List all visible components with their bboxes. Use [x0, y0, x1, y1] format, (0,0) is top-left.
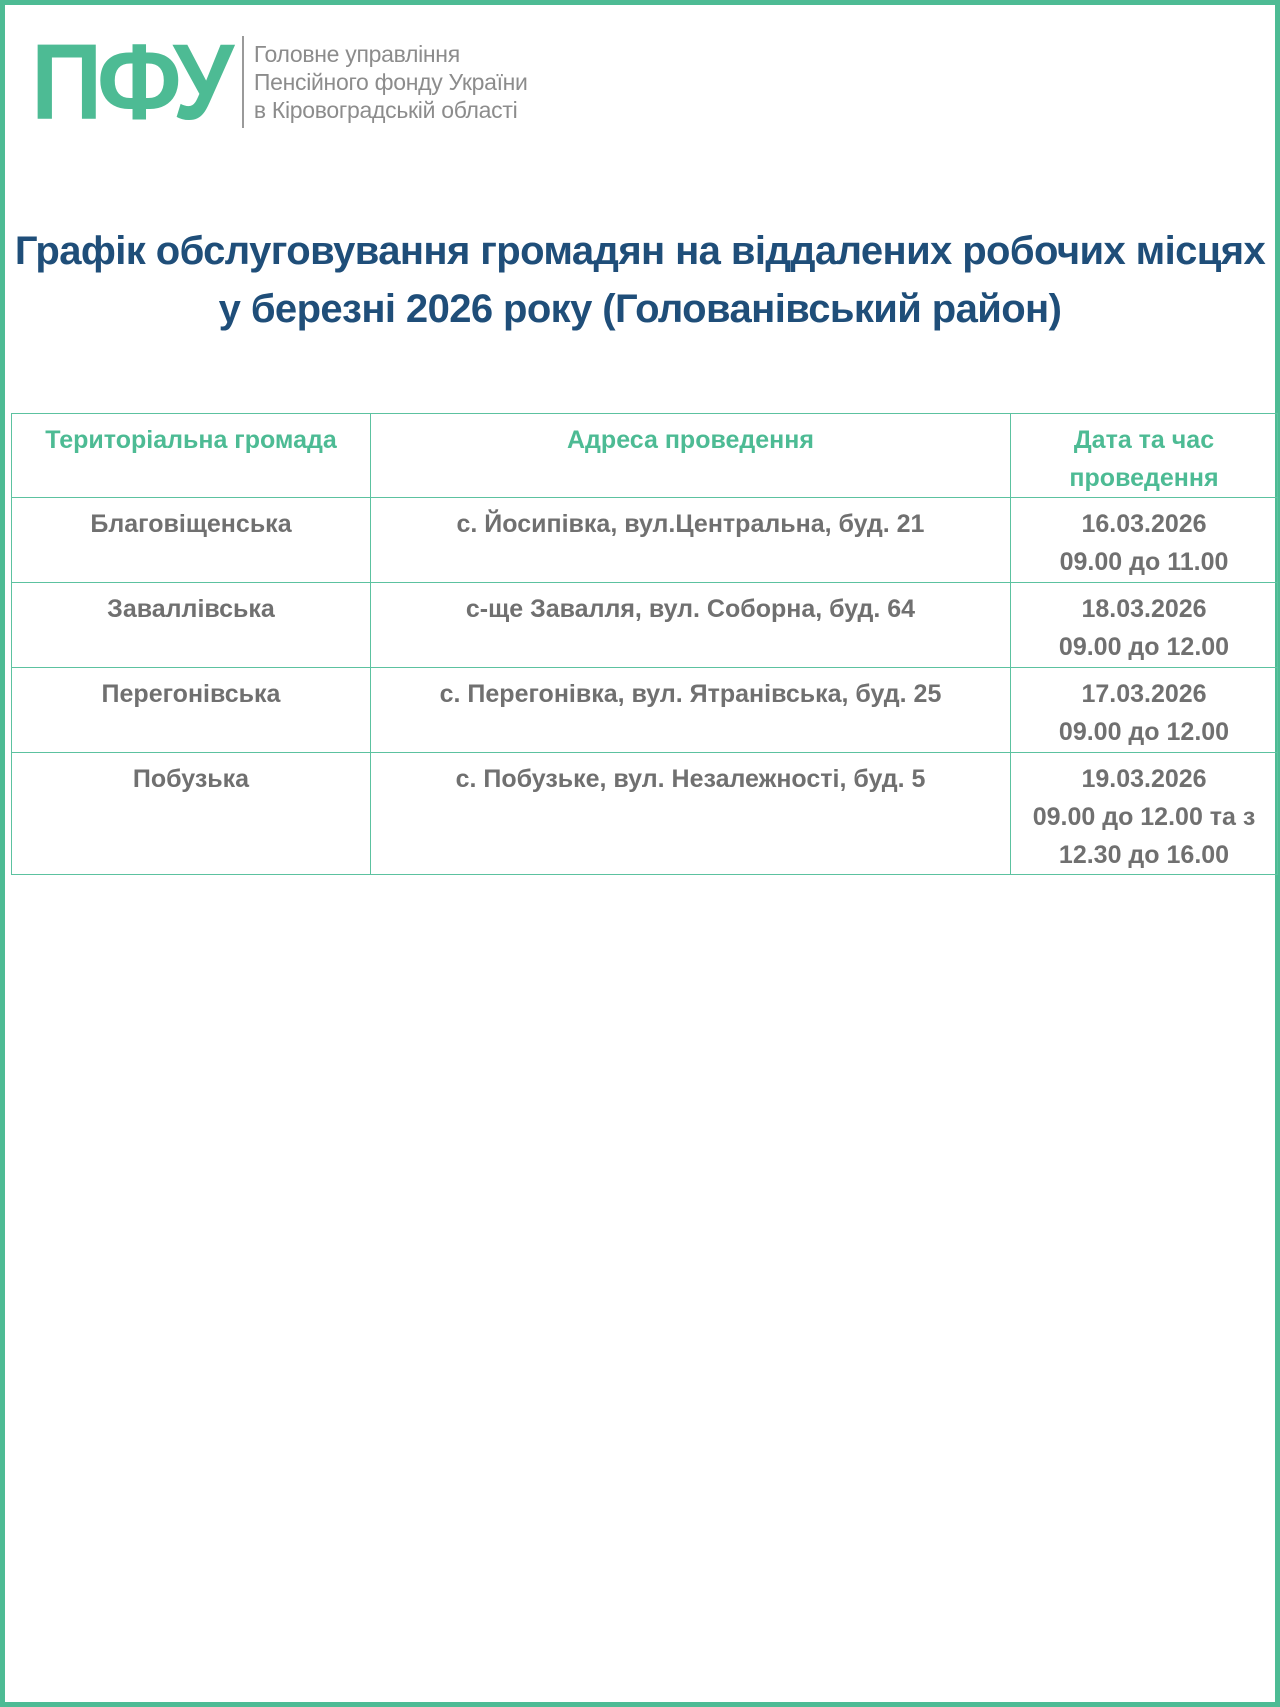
table-row — [12, 753, 1278, 875]
cell-time: 09.00 до 12.00 — [1058, 718, 1230, 746]
logo-text — [254, 40, 528, 124]
page-title-line: у березні 2026 року (Голованівський район) — [218, 287, 1062, 331]
cell-time: 09.00 до 12.00 та з — [1032, 803, 1256, 831]
cell-datetime — [1011, 753, 1278, 875]
cell-community: Побузька — [12, 753, 371, 875]
pfu-logo — [31, 21, 528, 142]
cell-community: Заваллівська — [12, 583, 371, 668]
header-datetime-line: проведення — [1069, 464, 1219, 492]
cell-datetime — [1011, 498, 1278, 583]
logo-mark: ПФУ — [31, 21, 229, 142]
cell-date: 17.03.2026 — [1081, 680, 1207, 708]
cell-date: 18.03.2026 — [1081, 595, 1207, 623]
cell-address: с. Побузьке, вул. Незалежності, буд. 5 — [371, 753, 1011, 875]
logo-text-line: Головне управління — [253, 41, 460, 67]
cell-datetime — [1011, 583, 1278, 668]
cell-address: с-ще Завалля, вул. Соборна, буд. 64 — [371, 583, 1011, 668]
cell-time: 12.30 до 16.00 — [1058, 841, 1230, 869]
page-title-line: Графік обслуговування громадян на віддалених робочих місцях — [14, 229, 1266, 273]
logo-divider — [242, 36, 244, 128]
header-address: Адреса проведення — [371, 414, 1011, 498]
cell-datetime — [1011, 668, 1278, 753]
logo-text-line: в Кіровоградській області — [253, 97, 518, 123]
cell-community: Благовіщенська — [12, 498, 371, 583]
table-row — [12, 583, 1278, 668]
header-datetime — [1011, 414, 1278, 498]
cell-address: с. Перегонівка, вул. Ятранівська, буд. 25 — [371, 668, 1011, 753]
table-row — [12, 668, 1278, 753]
cell-date: 19.03.2026 — [1081, 765, 1207, 793]
cell-time: 09.00 до 12.00 — [1058, 633, 1230, 661]
logo-text-line: Пенсійного фонду України — [253, 69, 528, 95]
header-community: Територіальна громада — [12, 414, 371, 498]
page-title — [0, 222, 1280, 338]
schedule-table — [11, 413, 1278, 875]
cell-date: 16.03.2026 — [1081, 510, 1207, 538]
cell-time: 09.00 до 11.00 — [1059, 548, 1229, 576]
table-row — [12, 498, 1278, 583]
cell-address: с. Йосипівка, вул.Центральна, буд. 21 — [371, 498, 1011, 583]
cell-community: Перегонівська — [12, 668, 371, 753]
table-header-row — [12, 414, 1278, 498]
header-datetime-line: Дата та час — [1073, 426, 1215, 454]
